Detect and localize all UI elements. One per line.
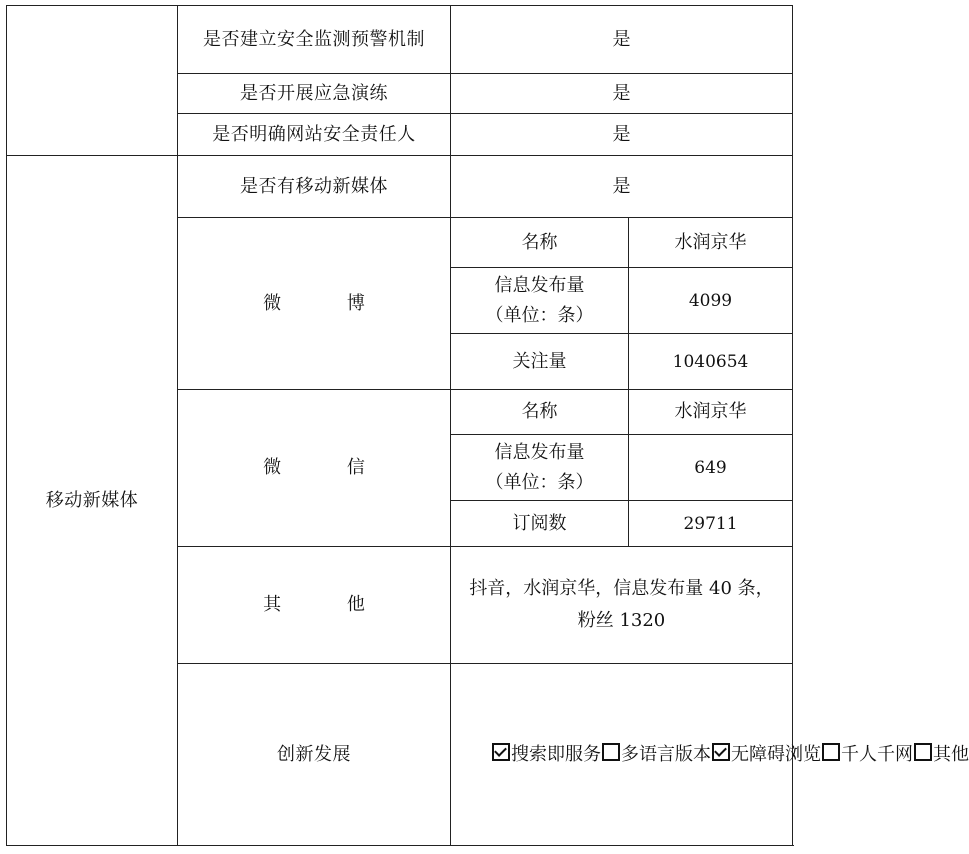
table-row: [7, 6, 793, 74]
option-label: 无障碍浏览: [731, 743, 821, 765]
row-value: 是: [451, 114, 793, 156]
weibo-posts-value: 4099: [629, 268, 793, 334]
report-table: [6, 5, 969, 846]
wechat-posts-label: 信息发布量（单位：条）: [451, 435, 629, 501]
weibo-follow-value: 1040654: [629, 334, 793, 390]
section-label-new-media: 移动新媒体: [7, 156, 178, 846]
other-label: 其 他: [178, 547, 451, 664]
option-label: 其他: [933, 743, 969, 765]
wechat-sub-label: 订阅数: [451, 501, 629, 547]
weibo-name-value: 水润京华: [629, 218, 793, 268]
option-checkbox-icon[interactable]: [822, 743, 840, 761]
table-row: [7, 156, 793, 218]
row-label: 是否开展应急演练: [178, 74, 451, 114]
innovation-label: 创新发展: [178, 664, 451, 846]
wechat-sub-value: 29711: [629, 501, 793, 547]
wechat-name-value: 水润京华: [629, 390, 793, 435]
wechat-label: 微 信: [178, 390, 451, 547]
row-value: 是: [451, 6, 793, 74]
option-checkbox-icon[interactable]: [914, 743, 932, 761]
has-new-media-label: 是否有移动新媒体: [178, 156, 451, 218]
other-value: 抖音，水润京华，信息发布量 40 条，粉丝 1320: [451, 547, 793, 664]
weibo-label: 微 博: [178, 218, 451, 390]
option-label: 搜索即服务: [511, 743, 601, 765]
row-label: 是否建立安全监测预警机制: [178, 6, 451, 74]
option-checkbox-icon[interactable]: [712, 743, 730, 761]
option-checkbox-icon[interactable]: [492, 743, 510, 761]
option-checkbox-icon[interactable]: [602, 743, 620, 761]
row-value: 是: [451, 74, 793, 114]
option-label: 多语言版本: [621, 743, 711, 765]
wechat-name-label: 名称: [451, 390, 629, 435]
innovation-options: [451, 664, 969, 846]
weibo-follow-label: 关注量: [451, 334, 629, 390]
has-new-media-value: 是: [451, 156, 793, 218]
option-label: 千人千网: [841, 743, 913, 765]
wechat-posts-value: 649: [629, 435, 793, 501]
row-label: 是否明确网站安全责任人: [178, 114, 451, 156]
empty-cell: [7, 6, 178, 156]
weibo-name-label: 名称: [451, 218, 629, 268]
weibo-posts-label: 信息发布量（单位：条）: [451, 268, 629, 334]
